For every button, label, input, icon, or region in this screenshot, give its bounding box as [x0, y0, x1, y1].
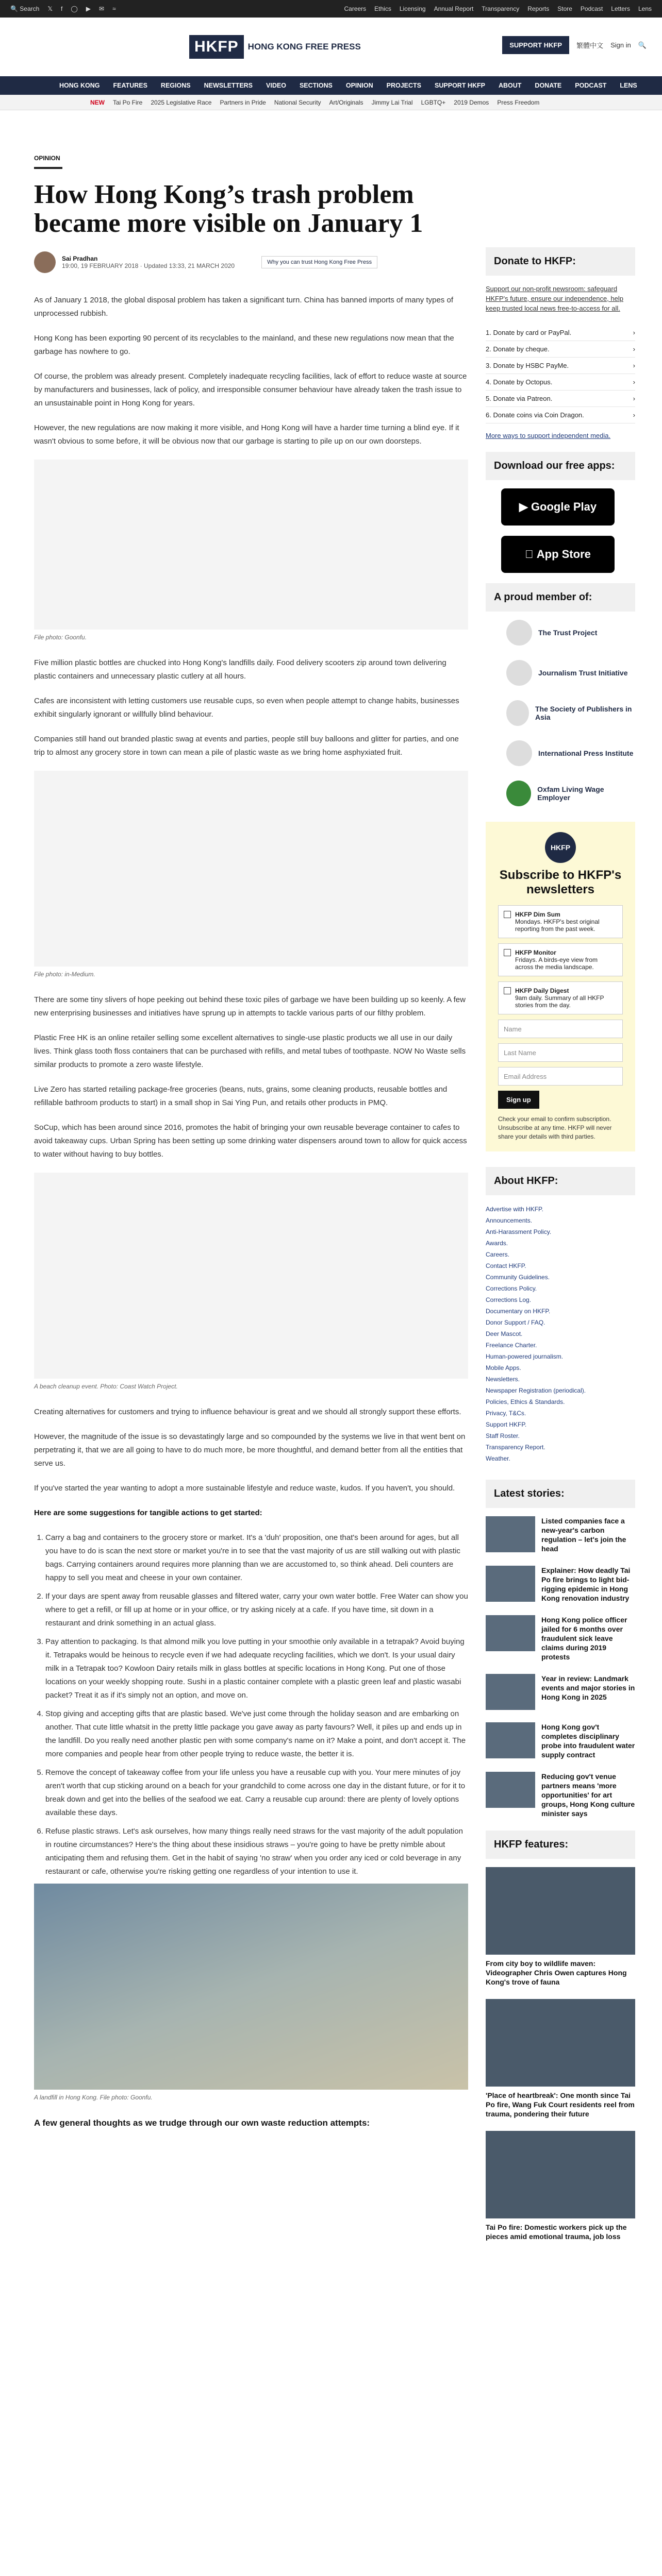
list-item: 2. If your days are spent away from reusable glasses and filtered water, carry your own water bottle. Free Water can show you where to get a refill, or fill up at home or in your office, or try asking nicely at a cafe. If you have time, sit down in a restaurant and drink something in an actual glass.: [45, 1590, 468, 1630]
topbar-transparency[interactable]: Transparency: [482, 5, 520, 12]
about-link[interactable]: Mobile Apps.: [486, 1364, 521, 1371]
donate-more-link[interactable]: More ways to support independent media.: [486, 432, 611, 439]
author-name[interactable]: Sai Pradhan: [62, 255, 98, 262]
photo-caption: File photo: in-Medium.: [34, 971, 95, 978]
rss-icon[interactable]: ≈: [112, 5, 116, 12]
member-title: A proud member of:: [486, 583, 635, 612]
instagram-icon[interactable]: ◯: [71, 5, 78, 12]
language-link[interactable]: 繁體中文: [576, 42, 604, 49]
paragraph: Creating alternatives for customers and trying to influence behaviour is great and we should all strongly support these efforts.: [34, 1408, 461, 1416]
landfill-photo: [34, 1884, 468, 2090]
nav-donate[interactable]: DONATE: [535, 82, 562, 89]
top-bar: [0, 0, 662, 18]
member-logo[interactable]: The Society of Publishers in Asia: [506, 700, 635, 726]
nav-hong-kong[interactable]: HONG KONG: [59, 82, 100, 89]
sidebar: [486, 247, 635, 2253]
latest-story[interactable]: Hong Kong gov't completes disciplinary probe into fraudulent water supply contract: [486, 1722, 635, 1759]
trending-item[interactable]: LGBTQ+: [421, 98, 446, 106]
about-link[interactable]: Staff Roster.: [486, 1432, 520, 1439]
donate-option[interactable]: 3. Donate by HSBC PayMe. ›: [486, 358, 635, 374]
list-item: 3. Pay attention to packaging. Is that almond milk you love putting in your smoothie only available in a tetrapak? Avoid buying it. Tetrapaks would be heinous to recycle even if we had adequate recycling facilities, which we don't. Is your usual dairy milk in a Tetrapak too? Kowloon Dairy retails milk in glass bottles at specific locations in Hong Kong. Put one of those locations on your weekly shopping route. Sushi in a plastic container complete with a plastic green leaf and plastic wasabi packet? Treat it as if it's simply not an option, and move on.: [45, 1635, 468, 1702]
closing-heading: A few general thoughts as we trudge through our own waste reduction attempts:: [34, 2118, 370, 2128]
about-link[interactable]: Contact HKFP.: [486, 1262, 526, 1269]
paragraph: If you've started the year wanting to adopt a more sustainable lifestyle and reduce waste, kudos. If you haven't, you should.: [34, 1484, 455, 1493]
search-icon[interactable]: 🔍: [638, 41, 647, 49]
site-header: [0, 18, 662, 76]
article-photo: [34, 1173, 468, 1379]
latest-story[interactable]: Hong Kong police officer jailed for 6 months over fraudulent sick leave claims during 2019 protests: [486, 1615, 635, 1662]
about-link[interactable]: Deer Mascot.: [486, 1330, 523, 1337]
trending-item[interactable]: Partners in Pride: [220, 98, 266, 106]
article: [34, 155, 468, 2141]
trending-item[interactable]: Tai Po Fire: [113, 98, 143, 106]
about-link[interactable]: Policies, Ethics & Standards.: [486, 1398, 565, 1405]
about-link[interactable]: Community Guidelines.: [486, 1274, 550, 1281]
trending-bar: [0, 95, 662, 110]
newsletter-option[interactable]: HKFP Daily Digest 9am daily. Summary of all HKFP stories from the day.: [498, 981, 623, 1014]
about-link[interactable]: Announcements.: [486, 1217, 533, 1224]
latest-story[interactable]: Listed companies face a new-year's carbon regulation – let's join the head: [486, 1516, 635, 1553]
trending-item[interactable]: 2025 Legislative Race: [151, 98, 212, 106]
paragraph: Of course, the problem was already present. Completely inadequate recycling facilities, lack of effort to reduce waste at source by manufacturers and businesses, lack of policy, and irresponsible consumer behaviour have already taken the trash issue to an unsustainable point in Hong Kong for years.: [34, 372, 467, 408]
paragraph: However, the magnitude of the issue is so devastatingly large and so compounded by the systems we live in that went bent on perpetrating it, that we are all going to have to do much more, be more thoughtful, and demand better from all the entities that serve us.: [34, 1432, 466, 1468]
nav-lens[interactable]: LENS: [620, 82, 637, 89]
facebook-icon[interactable]: f: [60, 5, 63, 12]
trust-link[interactable]: Why you can trust Hong Kong Free Press: [261, 256, 377, 268]
search-icon[interactable]: 🔍 Search: [10, 5, 40, 12]
about-link[interactable]: Privacy, T&Cs.: [486, 1410, 526, 1417]
donate-option[interactable]: 6. Donate coins via Coin Dragon. ›: [486, 407, 635, 423]
topbar-lens[interactable]: Lens: [638, 5, 652, 12]
feature-story[interactable]: From city boy to wildlife maven: Videographer Chris Owen captures Hong Kong's trove of fauna: [486, 1867, 635, 1987]
email-icon[interactable]: ✉: [99, 5, 105, 12]
trending-item[interactable]: Jimmy Lai Trial: [371, 98, 413, 106]
list-item: 1. Carry a bag and containers to the grocery store or market. It's a 'duh' proposition, one that's been around for ages, but all you have to do is scan the next store or market you're in to see that the vast majority of us are still walking out with plastic bags. Carrying containers around requires more planning than we are accustomed to, so think ahead. Deli counters are happy to sell you meat and cheese in your own container.: [45, 1531, 468, 1585]
article-photo: [34, 771, 468, 967]
paragraph: Live Zero has started retailing package-free groceries (beans, nuts, grains, some cleaning products, reusable bottles and refillable bathroom products to start) in a small shop in Sai Ying Pun, and retails other products in PMQ.: [34, 1085, 448, 1107]
main-nav: [0, 76, 662, 95]
nav-support[interactable]: SUPPORT HKFP: [435, 82, 485, 89]
trending-item[interactable]: Press Freedom: [497, 98, 540, 106]
latest-story[interactable]: Year in review: Landmark events and major stories in Hong Kong in 2025: [486, 1674, 635, 1710]
paragraph: SoCup, which has been around since 2016, promotes the habit of bringing your own reusable beverage container to cafes to avoid takeaway cups. Urban Spring has been setting up some drinking water dispensers around town to allow for quick access to water without having to buy bottles.: [34, 1123, 467, 1159]
about-link[interactable]: Careers.: [486, 1251, 510, 1258]
twitter-icon[interactable]: 𝕏: [47, 5, 53, 12]
photo-caption: A landfill in Hong Kong. File photo: Goonfu.: [34, 2094, 153, 2101]
donate-option[interactable]: 4. Donate by Octopus. ›: [486, 374, 635, 391]
suggestions-list: [34, 1531, 468, 1878]
photo-caption: A beach cleanup event. Photo: Coast Watch Project.: [34, 1383, 178, 1390]
about-link[interactable]: Documentary on HKFP.: [486, 1308, 551, 1315]
photo-caption: File photo: Goonfu.: [34, 634, 87, 641]
app-store-button[interactable]: App Store: [501, 536, 615, 573]
member-logo[interactable]: Journalism Trust Initiative: [506, 660, 635, 686]
topbar-annual-report[interactable]: Annual Report: [434, 5, 474, 12]
trending-label: NEW: [90, 98, 105, 106]
nav-about[interactable]: ABOUT: [498, 82, 522, 89]
about-link[interactable]: Advertise with HKFP.: [486, 1206, 543, 1213]
member-logo[interactable]: Oxfam Living Wage Employer: [506, 781, 635, 806]
about-link[interactable]: Anti-Harassment Policy.: [486, 1228, 552, 1235]
topbar-careers[interactable]: Careers: [344, 5, 367, 12]
about-link[interactable]: Weather.: [486, 1455, 510, 1462]
feature-story[interactable]: 'Place of heartbreak': One month since Tai Po fire, Wang Fuk Court residents reel from trauma, pondering their future: [486, 1999, 635, 2119]
divider: [34, 167, 62, 169]
newsletter-option[interactable]: HKFP Dim Sum Mondays. HKFP's best original reporting from the past week.: [498, 905, 623, 938]
signin-link[interactable]: Sign in: [610, 41, 631, 49]
about-link[interactable]: Donor Support / FAQ.: [486, 1319, 545, 1326]
about-link[interactable]: Newsletters.: [486, 1376, 520, 1383]
nav-features[interactable]: FEATURES: [113, 82, 147, 89]
newsletter-box: [486, 822, 635, 1151]
list-item: 4. Stop giving and accepting gifts that are plastic based. We've just come through the holiday season and are embarking on another. That cute little whatsit in the pretty little package you gave away as party favours? Well, it piles up and ends up in the landfill. Do you really need another plastic pen with some company's name on it? Make a point, and don't accept it. The more companies and people hear from other people trying to reduce waste, the better it is.: [45, 1707, 468, 1761]
about-link[interactable]: Human-powered journalism.: [486, 1353, 564, 1360]
byline: [34, 251, 468, 273]
name-input[interactable]: Name: [498, 1020, 623, 1038]
newsletter-title: Subscribe to HKFP's newsletters: [499, 868, 622, 896]
paragraph: Companies still hand out branded plastic swag at events and parties, people still buy balloons and glitter for parties, and one trip to almost any grocery store in town can mean a pile of plastic waste as we bring home asphyxiated fruit.: [34, 735, 459, 757]
nav-sections[interactable]: SECTIONS: [299, 82, 333, 89]
about-title: About HKFP:: [486, 1167, 635, 1195]
youtube-icon[interactable]: ▶: [86, 5, 91, 12]
nav-regions[interactable]: REGIONS: [160, 82, 191, 89]
hkfp-badge-icon: HKFP: [545, 832, 576, 863]
about-list: [486, 1204, 635, 1464]
topbar-letters[interactable]: Letters: [611, 5, 630, 12]
trending-item[interactable]: National Security: [274, 98, 321, 106]
donate-option[interactable]: 1. Donate by card or PayPal. ›: [486, 325, 635, 341]
paragraph: As of January 1 2018, the global disposal problem has taken a significant turn. China has banned imports of many types of unprocessed rubbish.: [34, 296, 453, 318]
list-item: 5. Remove the concept of takeaway coffee from your life unless you have a reusable cup with you. Your mere minutes of joy aren't worth that cup sticking around on a beach for your grandchild to come across one day in the distant future, or for it to break down and get into the bellies of the seafood we eat. Carry a reusable cup around: there are plenty of lovely options available these days.: [45, 1766, 468, 1820]
article-category[interactable]: OPINION: [34, 155, 60, 162]
article-photo: [34, 460, 468, 630]
feature-story[interactable]: Tai Po fire: Domestic workers pick up the pieces amid emotional trauma, job loss: [486, 2131, 635, 2241]
paragraph: However, the new regulations are now making it more visible, and Hong Kong will have a harder time turning a blind eye. If it wasn't obvious to some before, it will be obvious now that our garbage is starting to pile up on our own doorsteps.: [34, 423, 459, 446]
nav-newsletters[interactable]: NEWSLETTERS: [204, 82, 253, 89]
donate-text[interactable]: Support our non-profit newsroom: safeguard HKFP's future, ensure our independence, help keep trusted local news free-to-access for all.: [486, 285, 623, 312]
about-link[interactable]: Corrections Policy.: [486, 1285, 537, 1292]
author-avatar: [34, 251, 56, 273]
newsletter-note: Check your email to confirm subscription. Unsubscribe at any time. HKFP will never share your details with third parties.: [498, 1115, 612, 1140]
suggestions-heading: Here are some suggestions for tangible actions to get started:: [34, 1509, 262, 1517]
about-link[interactable]: Newspaper Registration (periodical).: [486, 1387, 586, 1394]
trending-item[interactable]: 2019 Demos: [454, 98, 489, 106]
about-link[interactable]: Transparency Report.: [486, 1444, 545, 1451]
paragraph: There are some tiny slivers of hope peeking out behind these toxic piles of garbage we have been building up so keenly. A few new enterprising businesses and initiatives have sprung up in attempts to tackle various parts of our filthy problem.: [34, 995, 466, 1018]
topbar-ethics[interactable]: Ethics: [374, 5, 391, 12]
site-logo[interactable]: HKFP HONG KONG FREE PRESS: [189, 35, 361, 59]
latest-story[interactable]: Reducing gov't venue partners means 'more opportunities' for art groups, Hong Kong culture minister says: [486, 1772, 635, 1818]
paragraph: Cafes are inconsistent with letting customers use reusable cups, so even when people attempt to change habits, businesses exhibit singularly ignorant or willfully blind behaviour.: [34, 697, 459, 719]
nav-video[interactable]: VIDEO: [266, 82, 286, 89]
latest-story[interactable]: Explainer: How deadly Tai Po fire brings to light bid-rigging epidemic in Hong Kong renovation industry: [486, 1566, 635, 1603]
email-input[interactable]: Email Address: [498, 1067, 623, 1086]
signup-button[interactable]: Sign up: [498, 1091, 539, 1109]
paragraph: Plastic Free HK is an online retailer selling some excellent alternatives to single-use plastic products we all use in our daily lives. Think glass tooth floss containers that can be purchased with refills, and metal tubes of toothpaste. NOW No Waste sells similar products to promote a zero waste lifestyle.: [34, 1033, 466, 1069]
about-link[interactable]: Corrections Log.: [486, 1296, 532, 1303]
article-date: 19:00, 19 FEBRUARY 2018 · Updated 13:33, 21 MARCH 2020: [62, 262, 235, 269]
about-link[interactable]: Freelance Charter.: [486, 1342, 537, 1349]
last-name-input[interactable]: Last Name: [498, 1043, 623, 1062]
nav-opinion[interactable]: OPINION: [345, 82, 373, 89]
latest-title: Latest stories:: [486, 1480, 635, 1508]
google-play-button[interactable]: ▶ Google Play: [501, 488, 615, 526]
nav-podcast[interactable]: PODCAST: [575, 82, 607, 89]
newsletter-option[interactable]: HKFP Monitor Fridays. A birds-eye view from across the media landscape.: [498, 943, 623, 976]
article-title: How Hong Kong’s trash problem became more visible on January 1: [34, 180, 423, 238]
list-item: 6. Refuse plastic straws. Let's ask ourselves, how many things really need straws for the vast majority of the adult population in routine circumstances? Here's the thing about these insidious straws – you're going to have be pretty nimble about anticipating them and refusing them. Get in the habit of saying 'no straw' when you order any iced or cold beverage in any restaurant or cafe, otherwise you're risking getting one regardless of your intention to use it.: [45, 1825, 468, 1878]
paragraph: Hong Kong has been exporting 90 percent of its recyclables to the mainland, and these new regulations now mean that the garbage has nowhere to go.: [34, 334, 454, 356]
features-title: HKFP features:: [486, 1831, 635, 1859]
donate-option[interactable]: 5. Donate via Patreon. ›: [486, 391, 635, 407]
support-button[interactable]: SUPPORT HKFP: [502, 36, 569, 54]
paragraph: Five million plastic bottles are chucked into Hong Kong's landfills daily. Food delivery scooters zip around town delivering plastic containers and unnecessary plastic cutlery at all hours.: [34, 658, 446, 681]
nav-projects[interactable]: PROJECTS: [386, 82, 422, 89]
topbar-podcast[interactable]: Podcast: [580, 5, 603, 12]
about-link[interactable]: Support HKFP.: [486, 1421, 527, 1428]
topbar-reports[interactable]: Reports: [527, 5, 550, 12]
member-logo[interactable]: The Trust Project: [506, 620, 635, 646]
apps-title: Download our free apps:: [486, 452, 635, 480]
member-logo[interactable]: International Press Institute: [506, 740, 635, 766]
trending-item[interactable]: Art/Originals: [329, 98, 363, 106]
topbar-store[interactable]: Store: [557, 5, 572, 12]
topbar-licensing[interactable]: Licensing: [399, 5, 426, 12]
about-link[interactable]: Awards.: [486, 1240, 508, 1247]
donate-option[interactable]: 2. Donate by cheque. ›: [486, 341, 635, 358]
donate-title: Donate to HKFP:: [486, 247, 635, 276]
